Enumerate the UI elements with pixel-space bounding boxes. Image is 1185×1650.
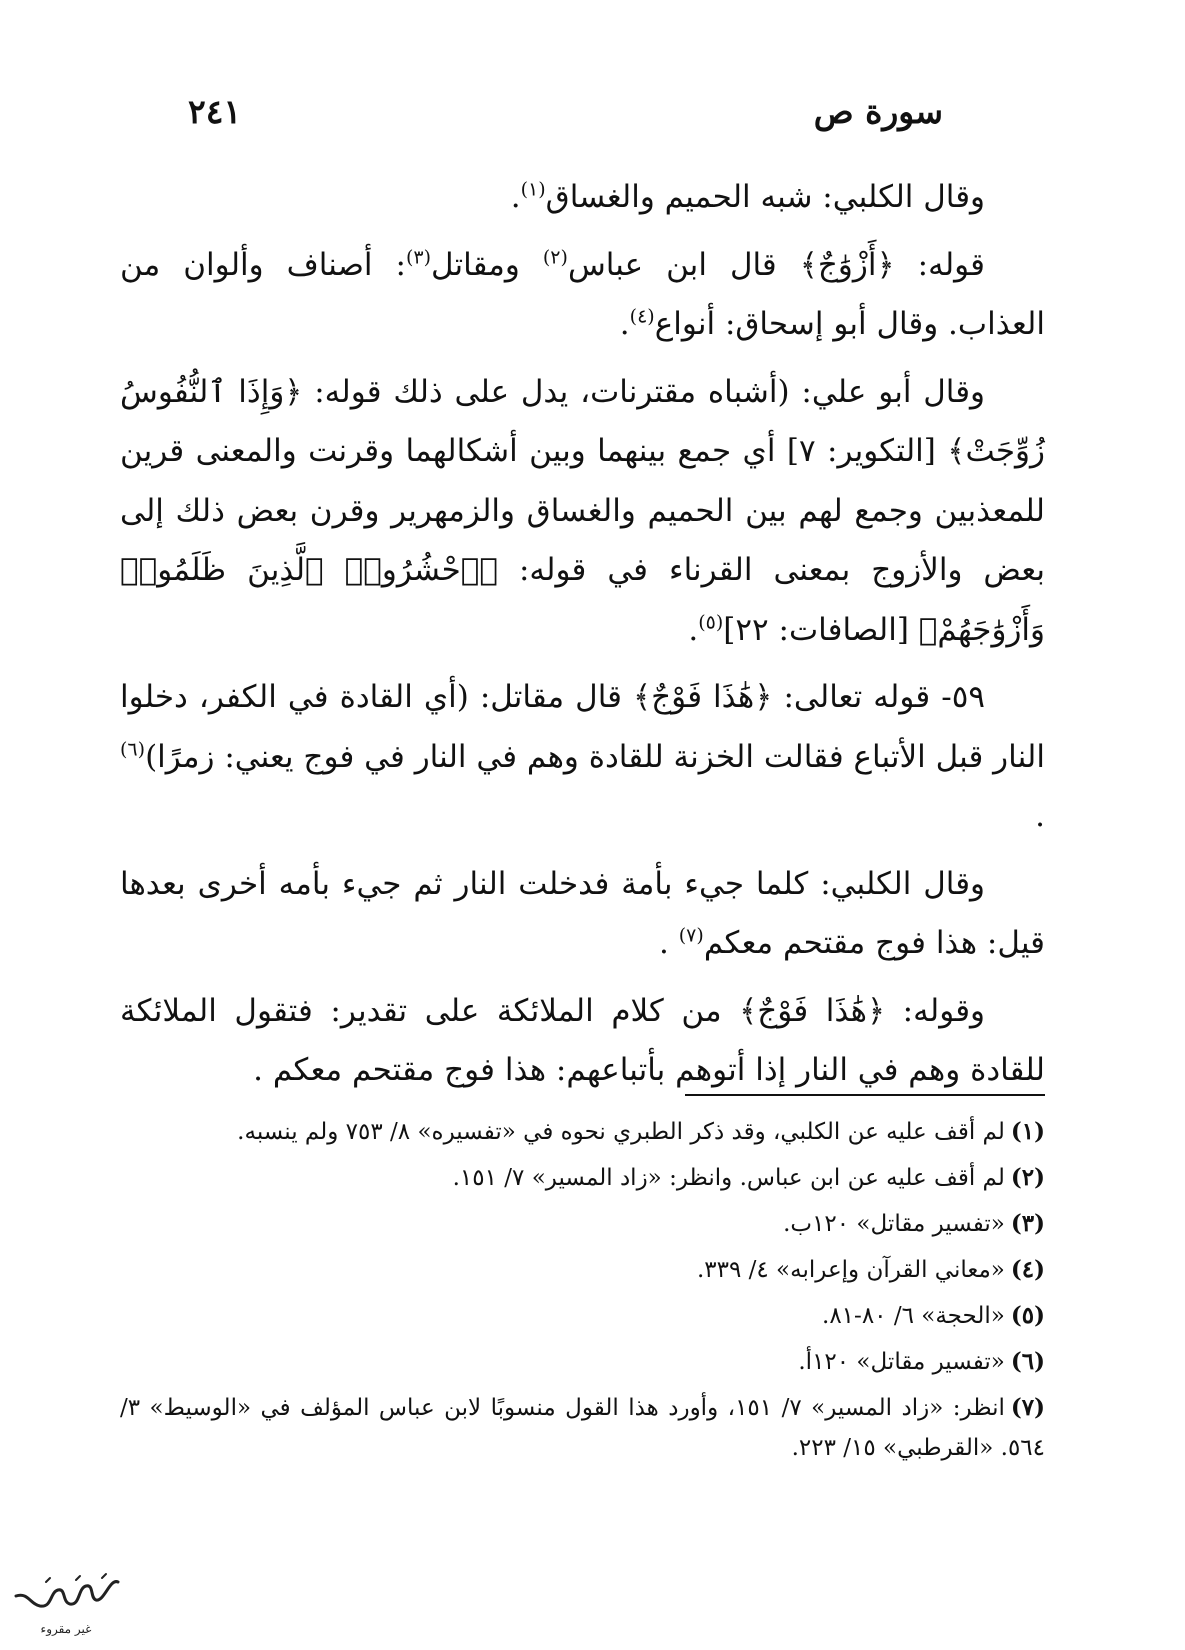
- footnote-text: «تفسير مقاتل» ١٢٠ب.: [783, 1211, 1005, 1237]
- footnote-number: (١): [1010, 1118, 1045, 1145]
- paragraph-4: [120, 668, 1045, 847]
- footnote-text: «معاني القرآن وإعرابه» ٤/ ٣٣٩.: [696, 1257, 1005, 1283]
- footnote-ref-6: (٦): [120, 738, 146, 761]
- paragraph-text: وقال الكلبي: كلما جيء بأمة فدخلت النار ثم جيء بأمه أخرى بعدها قيل: هذا فوج مقتحم معكم: [120, 865, 1045, 961]
- footnote-ref-4: (٤): [629, 305, 655, 328]
- footnote-2: [120, 1158, 1045, 1198]
- paragraph-text: قوله: ﴿أَزْوَٰجٌ﴾ قال ابن عباس: [567, 246, 985, 283]
- footnote-text: لم أقف عليه عن الكلبي، وقد ذكر الطبري نحوه في «تفسيره» ٨/ ٧٥٣ ولم ينسبه.: [237, 1119, 1005, 1145]
- footnote-5: [120, 1296, 1045, 1336]
- footnote-text: «الحجة» ٦/ ٨٠-٨١.: [822, 1303, 1005, 1329]
- running-title: سورة ص: [813, 92, 943, 131]
- paragraph-1: [120, 168, 1045, 228]
- page-number: ٢٤١: [188, 92, 242, 131]
- paragraph-text: ومقاتل: [431, 246, 543, 283]
- footnote-number: (٧): [1010, 1394, 1045, 1421]
- paragraph-2: [120, 236, 1045, 355]
- paragraph-end: .: [510, 179, 521, 215]
- footnote-number: (٤): [1010, 1256, 1045, 1283]
- footnote-number: (٢): [1010, 1164, 1045, 1191]
- footnote-ref-5: (٥): [698, 611, 724, 634]
- stamp-caption: غير مقروء: [40, 1622, 92, 1636]
- paragraph-text: ٥٩- قوله تعالى: ﴿هَٰذَا فَوْجٌ﴾ قال مقاتل: (أي القادة في الكفر، دخلوا النار قبل الأتباع فقالت الخزنة للقادة وهم في النار في فوج يعني: زمرًا): [120, 679, 1045, 775]
- paragraph-end: .: [659, 925, 679, 961]
- footnote-1: [120, 1112, 1045, 1152]
- footnote-ref-7: (٧): [678, 924, 704, 947]
- footnote-ref-3: (٣): [405, 246, 432, 269]
- page-header: [188, 92, 943, 142]
- footnote-4: [120, 1250, 1045, 1290]
- paragraph-end: .: [619, 306, 630, 342]
- footnote-7: [120, 1388, 1045, 1468]
- footnote-text: «تفسير مقاتل» ١٢٠أ.: [798, 1349, 1005, 1375]
- paragraph-3: [120, 363, 1045, 661]
- footnote-3: [120, 1204, 1045, 1244]
- calligraphy-logo-icon: [6, 1572, 126, 1616]
- footnote-ref-2: (٢): [542, 246, 568, 269]
- paragraph-text: وقوله: ﴿هَٰذَا فَوْجٌ﴾ من كلام الملائكة على تقدير: فتقول الملائكة للقادة وهم في النار إذا أتوهم بأتباعهم: هذا فوج مقتحم معكم .: [120, 992, 1045, 1088]
- footnote-text: انظر: «زاد المسير» ٧/ ١٥١، وأورد هذا القول منسوبًا لابن عباس المؤلف في «الوسيط» ٣/ ٥٦٤. «القرطبي» ١٥/ ٢٢٣.: [120, 1395, 1045, 1461]
- footnote-number: (٥): [1010, 1302, 1045, 1329]
- paragraph-5: [120, 855, 1045, 974]
- footnote-number: (٦): [1010, 1348, 1045, 1375]
- footnote-number: (٣): [1010, 1210, 1045, 1237]
- library-stamp-logo: [6, 1572, 126, 1634]
- footnote-text: لم أقف عليه عن ابن عباس. وانظر: «زاد المسير» ٧/ ١٥١.: [452, 1165, 1005, 1191]
- footnote-6: [120, 1342, 1045, 1382]
- footnote-separator: [685, 1094, 1045, 1096]
- paragraph-end: .: [1035, 798, 1045, 834]
- paragraph-text: : أصناف وألوان من العذاب. وقال أبو إسحاق: أنواع: [120, 246, 1045, 342]
- main-text: [120, 168, 1045, 1109]
- paragraph-6: [120, 982, 1045, 1101]
- paragraph-text: وقال الكلبي: شبه الحميم والغساق: [545, 179, 985, 215]
- paragraph-end: .: [688, 611, 699, 648]
- footnotes: [120, 1112, 1045, 1474]
- footnote-ref-1: (١): [520, 178, 546, 201]
- paragraph-text: وقال أبو علي: (أشباه مقترنات، يدل على ذلك قوله: ﴿وَإِذَا ٱلنُّفُوسُ زُوِّجَتْ﴾ [التكوير: ٧] أي جمع بينهما وبين أشكالهما وقرنت والمعنى قرين للمعذبين وجمع لهم بين الحميم والغساق والزمهرير وقرن بعض ذلك إلى بعض والأزوج بمعنى القرناء في قوله: ﴿ٱحْشُرُوا۟ ٱلَّذِينَ ظَلَمُوا۟ وَأَزْوَٰجَهُمْ﴾ [الصافات: ٢٢]: [120, 373, 1045, 648]
